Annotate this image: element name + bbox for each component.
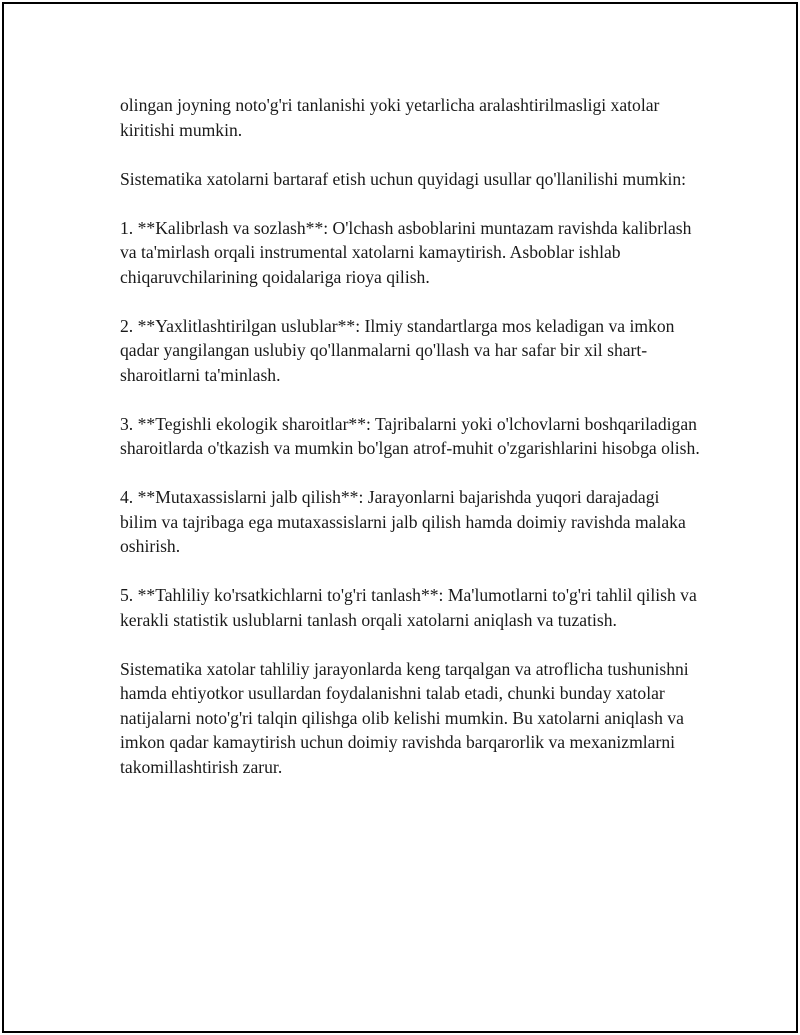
paragraph-methods-intro: Sistematika xatolarni bartaraf etish uchun quyidagi usullar qo'llanilishi mumkin: xyxy=(120,168,687,189)
list-item-standardized-methods: 2. **Yaxlitlashtirilgan uslublar**: Ilmiy standartlarga mos keladigan va imkon qadar yangilangan uslubiy qo'llanmalarni qo'llash va har safar bir xil shart-sharoitlarni ta'minlash. xyxy=(120,315,675,385)
list-item-environmental-conditions: 3. **Tegishli ekologik sharoitlar**: Tajribalarni yoki o'lchovlarni boshqariladigan sharoitlarda o'tkazish va mumkin bo'lgan atrof-muhit o'zgarishlarini hisobga olish. xyxy=(120,413,700,458)
list-item-analytical-indicators: 5. **Tahliliy ko'rsatkichlarni to'g'ri tanlash**: Ma'lumotlarni to'g'ri tahlil qilish va kerakli statistik uslublarni tanlash orqali xatolarni aniqlash va tuzatish. xyxy=(120,585,697,630)
paragraph-conclusion: Sistematika xatolar tahliliy jarayonlarda keng tarqalgan va atroflicha tushunishni hamda ehtiyotkor usullardan foydalanishni talab etadi, chunki bunday xatolar natijalarni noto'g'ri talqin qilishga olib kelishi mumkin. Bu xatolarni aniqlash va imkon qadar kamaytirish uchun doimiy ravishda barqarorlik va mexanizmlarni takomillashtirish zarur. xyxy=(120,658,689,777)
list-item-experts: 4. **Mutaxassislarni jalb qilish**: Jarayonlarni bajarishda yuqori darajadagi bilim va tajribaga ega mutaxassislarni jalb qilish hamda doimiy ravishda malaka oshirish. xyxy=(120,487,686,556)
list-item-calibration: 1. **Kalibrlash va sozlash**: O'lchash asboblarini muntazam ravishda kalibrlash va ta'mirlash orqali instrumental xatolarni kamaytirish. Asboblar ishlab chiqaruvchilarining qoidalariga rioya qilish. xyxy=(120,217,692,287)
paragraph-intro-continuation: olingan joyning noto'g'ri tanlanishi yoki yetarlicha aralashtirilmasligi xatolar kiritishi mumkin. xyxy=(120,95,660,140)
document-body xyxy=(120,93,700,804)
document-page xyxy=(2,2,798,1033)
